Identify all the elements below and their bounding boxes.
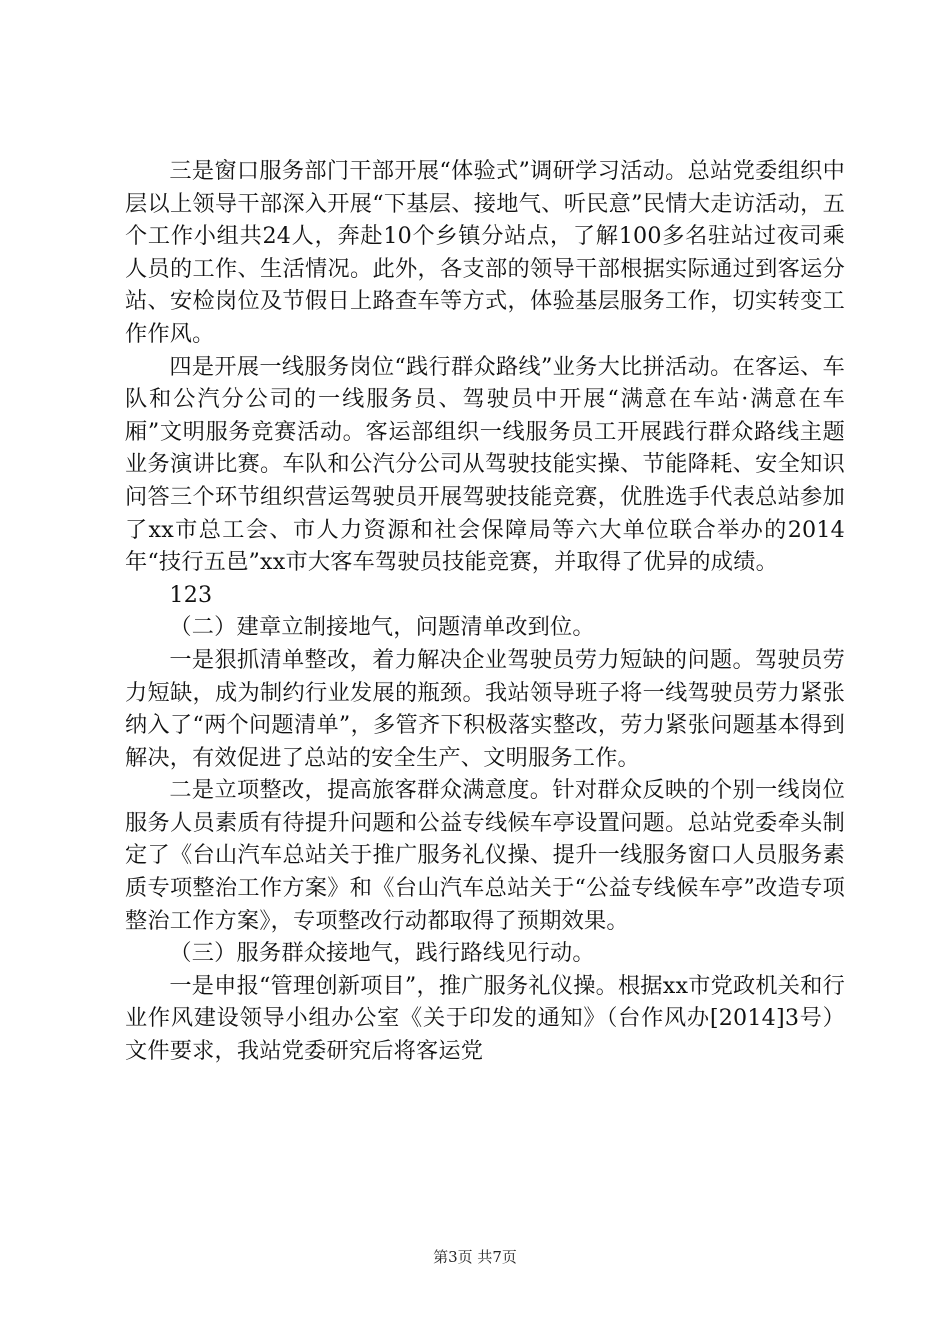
document-body [125, 155, 845, 1068]
paragraph-window-service: 三是窗口服务部门干部开展“体验式”调研学习活动。总站党委组织中层以上领导干部深入开展“下基层、接地气、听民意”民情大走访活动，五个工作小组共24人，奔赴10个乡镇分站点，了解100多名驻站过夜司乘人员的工作、生活情况。此外，各支部的领导干部根据实际通过到客运分站、安检岗位及节假日上路查车等方式，体验基层服务工作，切实转变工作作风。 [125, 158, 845, 347]
paragraph-management-innovation: 一是申报“管理创新项目”，推广服务礼仪操。根据xx市党政机关和行业作风建设领导小组办公室《关于印发的通知》（台作风办[2014]3号）文件要求，我站党委研究后将客运党 [125, 972, 845, 1065]
paragraph-driver-shortage: 一是狠抓清单整改，着力解决企业驾驶员劳力短缺的问题。驾驶员劳力短缺，成为制约行业发展的瓶颈。我站领导班子将一线驾驶员劳力紧张纳入了“两个问题清单”，多管齐下积极落实整改，劳力紧张问题基本得到解决，有效促进了总站的安全生产、文明服务工作。 [125, 646, 845, 771]
paragraph-frontline-competition: 四是开展一线服务岗位“践行群众路线”业务大比拼活动。在客运、车队和公汽分公司的一线服务员、驾驶员中开展“满意在车站·满意在车厢”文明服务竞赛活动。客运部组织一线服务员工开展践行群众路线主题业务演讲比赛。车队和公汽分公司从驾驶技能实操、节能降耗、安全知识问答三个环节组织营运驾驶员开展驾驶技能竞赛，优胜选手代表总站参加了xx市总工会、市人力资源和社会保障局等六大单位联合举办的2014年“技行五邑”xx市大客车驾驶员技能竞赛，并取得了优异的成绩。 [125, 353, 845, 576]
page-footer: 第3页 共7页 [433, 1248, 517, 1266]
paragraph-number: 123 [169, 581, 213, 608]
section-heading-two: （二）建章立制接地气，问题清单改到位。 [169, 614, 595, 641]
section-heading-three: （三）服务群众接地气，践行路线见行动。 [169, 940, 595, 967]
paragraph-rectification: 二是立项整改，提高旅客群众满意度。针对群众反映的个别一线岗位服务人员素质有待提升问题和公益专线候车亭设置问题。总站党委牵头制定了《台山汽车总站关于推广服务礼仪操、提升一线服务窗口人员服务素质专项整治工作方案》和《台山汽车总站关于“公益专线候车亭”改造专项整治工作方案》，专项整改行动都取得了预期效果。 [125, 777, 845, 934]
